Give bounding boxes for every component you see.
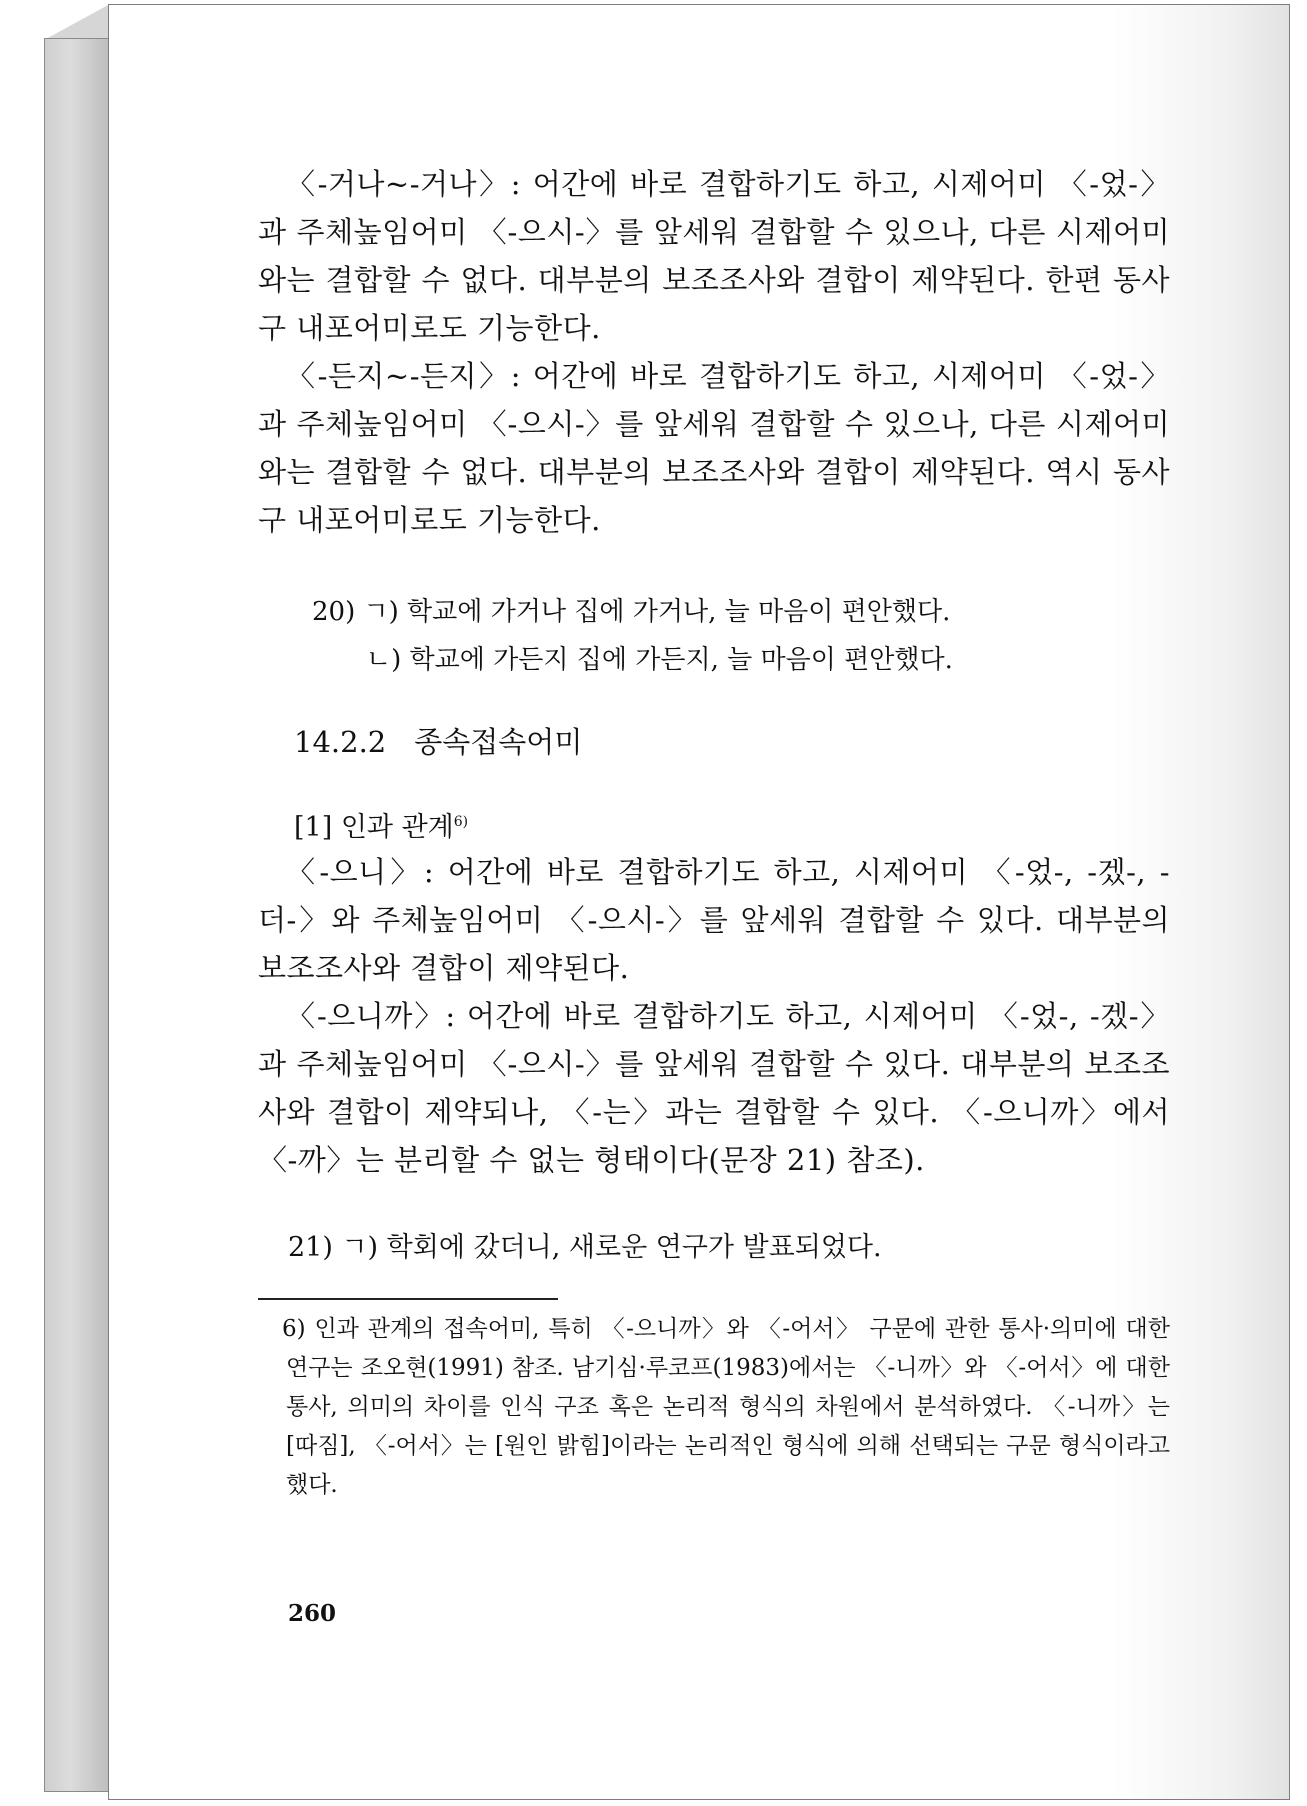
example-21: 21) ㄱ) 학회에 갔더니, 새로운 연구가 발표되었다. [288,1232,882,1263]
example-20-b: ㄴ) 학교에 가든지 집에 가든지, 늘 마음이 편안했다. [366,645,953,675]
section-heading [258,720,1170,761]
paragraph-geona: 〈-거나~-거나〉: 어간에 바로 결합하기도 하고, 시제어미 〈-었-〉과 주체높임어미 〈-으시-〉를 앞세워 결합할 수 있으나, 다른 시제어미와는 결합할 수 없다. 대부분의 보조조사와 결합이 제약된다. 한편 동사구 내포어미로도 기능한다. [258,167,1170,345]
footnote-mark: 6) [453,814,469,830]
footnote-divider [258,1298,558,1300]
example-20-a: 20) ㄱ) 학교에 가거나 집에 가거나, 늘 마음이 편안했다. [312,597,951,627]
section-title: 종속접속어미 [414,725,583,759]
paragraph-deunji: 〈-든지~-든지〉: 어간에 바로 결합하기도 하고, 시제어미 〈-었-〉과 주체높임어미 〈-으시-〉를 앞세워 결합할 수 있으나, 다른 시제어미와는 결합할 수 없다. 대부분의 보조조사와 결합이 제약된다. 역시 동사구 내포어미로도 기능한다. [258,359,1170,537]
page-content [258,160,1170,1505]
book-spine [44,38,110,1792]
section-number: 14.2.2 [294,725,387,759]
footnote-6: 6) 인과 관계의 접속어미, 특히 〈-으니까〉와 〈-어서〉 구문에 관한 통사·의미에 대한 연구는 조오현(1991) 참조. 남기심·루코프(1983)에서는 〈-니까〉와 〈-어서〉에 대한 통사, 의미의 차이를 인식 구조 혹은 논리적 형식의 차원에서 분석하였다. 〈-니까〉는 [따짐], 〈-어서〉는 [원인 밝힘]이라는 논리적인 형식에 의해 선택되는 구문 형식이라고 했다. [282,1316,1170,1498]
page-number: 260 [288,1600,337,1627]
subsection-label: [1] 인과 관계 [294,812,454,843]
paragraph-euni: 〈-으니〉: 어간에 바로 결합하기도 하고, 시제어미 〈-었-, -겠-, -더-〉와 주체높임어미 〈-으시-〉를 앞세워 결합할 수 있다. 대부분의 보조조사와 결합이 제약된다. [258,855,1170,985]
subsection-heading [258,805,1170,844]
example-20 [258,588,1170,684]
book-spine-top [44,4,110,40]
paragraph-eunikka: 〈-으니까〉: 어간에 바로 결합하기도 하고, 시제어미 〈-었-, -겠-〉과 주체높임어미 〈-으시-〉를 앞세워 결합할 수 있다. 대부분의 보조조사와 결합이 제약되나, 〈-는〉과는 결합할 수 있다. 〈-으니까〉에서 〈-까〉는 분리할 수 없는 형태이다(문장 21) 참조). [258,999,1170,1177]
